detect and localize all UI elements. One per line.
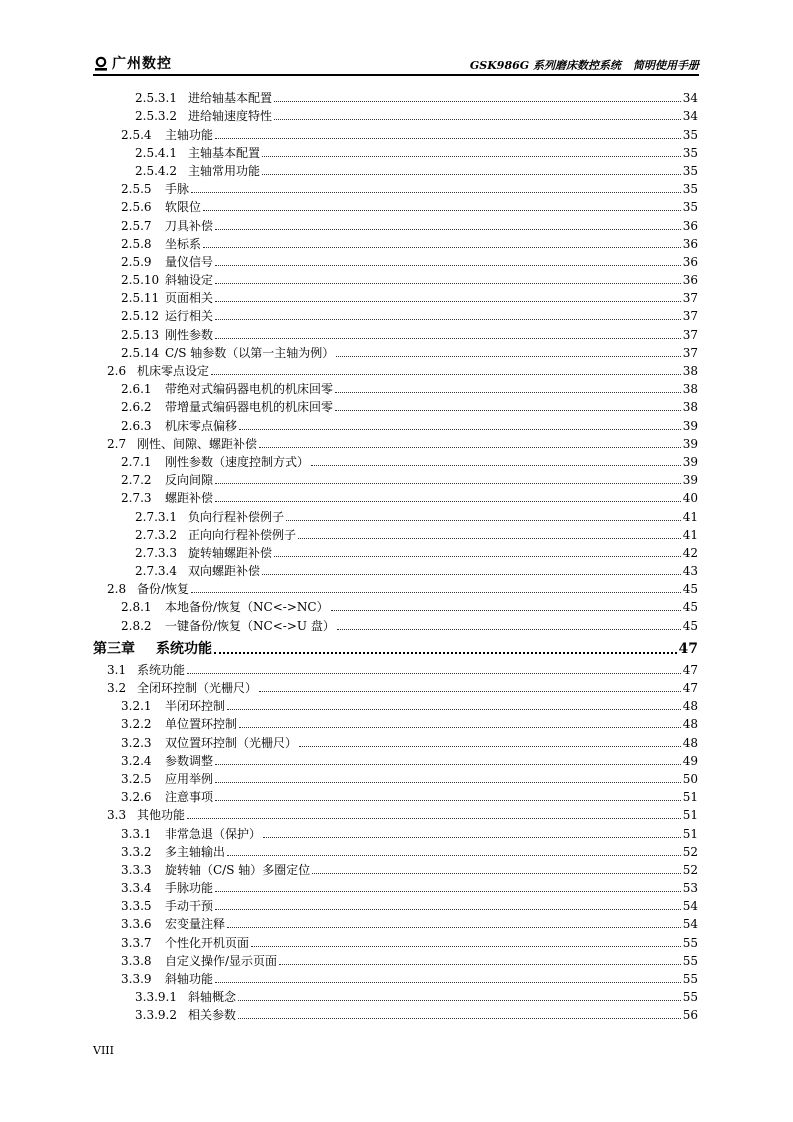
toc-entry-number: 3.3.1 <box>121 826 152 841</box>
toc-entry-page: 36 <box>682 236 698 251</box>
toc-dot-leader <box>274 556 681 557</box>
toc-dot-leader <box>227 855 681 856</box>
toc-entry-title: 参数调整 <box>165 753 214 768</box>
toc-dot-leader <box>187 673 681 674</box>
toc-dot-leader <box>274 101 681 102</box>
toc-entry-number: 2.5.4 <box>121 127 152 142</box>
toc-dot-leader <box>259 691 681 692</box>
toc-entry[interactable] <box>93 931 698 949</box>
toc-entry-title: 手脉功能 <box>165 881 214 896</box>
toc-entry-title: 主轴常用功能 <box>188 163 261 178</box>
toc-entry-title: 斜轴设定 <box>165 273 214 288</box>
toc-dot-leader <box>262 156 681 157</box>
toc-entry-number: 3.2.5 <box>121 771 152 786</box>
toc-dot-leader <box>215 982 681 983</box>
toc-entry[interactable] <box>93 822 698 840</box>
toc-entry[interactable] <box>93 433 698 451</box>
toc-entry-title: 坐标系 <box>165 236 202 251</box>
toc-entry-number: 第三章 <box>93 640 135 657</box>
toc-entry[interactable] <box>93 342 698 360</box>
table-of-contents <box>93 87 698 1022</box>
toc-entry-page: 35 <box>682 127 698 142</box>
toc-entry-number: 2.7.3.2 <box>135 527 177 542</box>
toc-entry-page: 55 <box>682 953 698 968</box>
toc-entry[interactable] <box>93 378 698 396</box>
toc-entry-number: 3.3.2 <box>121 844 152 859</box>
toc-dot-leader <box>187 818 681 819</box>
toc-dot-leader <box>262 574 681 575</box>
toc-entry-number: 2.7.3.4 <box>135 564 177 579</box>
toc-dot-leader <box>215 338 681 339</box>
toc-entry-number: 2.6.2 <box>121 400 152 415</box>
toc-dot-leader <box>286 520 681 521</box>
toc-entry[interactable] <box>93 578 698 596</box>
toc-dot-leader <box>215 501 681 502</box>
toc-entry-number: 3.1 <box>107 662 127 677</box>
toc-entry[interactable] <box>93 750 698 768</box>
toc-dot-leader <box>331 610 681 611</box>
toc-entry-title: 全闭环控制（光栅尺） <box>137 681 258 695</box>
toc-entry-number: 2.7.1 <box>121 454 152 469</box>
toc-entry-number: 3.2.3 <box>121 735 152 750</box>
toc-dot-leader <box>311 465 681 466</box>
toc-entry[interactable] <box>93 596 698 614</box>
toc-dot-leader <box>262 174 681 175</box>
toc-entry-number: 3.3.5 <box>121 899 152 914</box>
toc-entry-page: 48 <box>682 717 698 732</box>
toc-dot-leader <box>215 483 681 484</box>
toc-entry[interactable] <box>93 305 698 323</box>
toc-entry[interactable] <box>93 677 698 695</box>
toc-dot-leader <box>215 301 681 302</box>
toc-entry-page: 48 <box>682 735 698 750</box>
toc-entry[interactable] <box>93 142 698 160</box>
toc-entry-title: 宏变量注释 <box>165 917 226 932</box>
company-logo <box>93 56 172 72</box>
toc-entry-page: 45 <box>682 600 698 615</box>
toc-entry-page: 45 <box>682 618 698 633</box>
toc-entry-page: 34 <box>682 91 698 106</box>
toc-entry-number: 2.5.13 <box>121 327 160 342</box>
toc-dot-leader <box>337 629 681 630</box>
toc-entry[interactable] <box>93 323 698 341</box>
toc-entry-title: 双向螺距补偿 <box>188 564 261 579</box>
toc-entry-number: 3.2.2 <box>121 717 152 732</box>
toc-dot-leader <box>215 782 681 783</box>
toc-chapter-entry[interactable] <box>93 635 698 657</box>
toc-entry[interactable] <box>93 469 698 487</box>
toc-entry-title: 个性化开机页面 <box>165 935 250 950</box>
toc-dot-leader <box>211 374 681 375</box>
toc-entry-number: 3.3.6 <box>121 917 152 932</box>
toc-entry-title: 斜轴概念 <box>188 990 237 1005</box>
toc-entry-number: 2.5.7 <box>121 218 152 233</box>
toc-dot-leader <box>191 192 681 193</box>
toc-entry-number: 2.8 <box>107 582 127 597</box>
toc-entry-page: 37 <box>682 309 698 324</box>
page-header <box>93 54 699 76</box>
toc-entry-number: 2.5.4.2 <box>135 163 177 178</box>
toc-entry[interactable] <box>93 695 698 713</box>
toc-entry-number: 3.3.9.2 <box>135 1008 177 1023</box>
toc-dot-leader <box>335 392 681 393</box>
toc-entry-number: 2.5.12 <box>121 309 160 324</box>
toc-entry-page: 51 <box>682 826 698 841</box>
toc-entry-title: 应用举例 <box>165 771 214 786</box>
toc-entry-page: 37 <box>682 291 698 306</box>
toc-entry[interactable] <box>93 269 698 287</box>
toc-entry[interactable] <box>93 968 698 986</box>
toc-entry-title: 主轴功能 <box>165 127 214 142</box>
toc-entry-title: 刀具补偿 <box>165 218 214 233</box>
toc-entry-number: 3.3.9 <box>121 972 152 986</box>
toc-entry[interactable] <box>93 560 698 578</box>
toc-entry-title: 反向间隙 <box>165 473 214 488</box>
page-number: VIII <box>93 1044 114 1057</box>
toc-entry-number: 3.3.9.1 <box>135 990 177 1005</box>
toc-entry-title: 页面相关 <box>165 291 214 306</box>
toc-entry[interactable] <box>93 414 698 432</box>
toc-entry-title: 其他功能 <box>137 808 186 823</box>
toc-dot-leader <box>238 1000 681 1001</box>
toc-entry-number: 2.5.9 <box>121 254 152 269</box>
toc-entry-number: 3.3.7 <box>121 935 152 950</box>
toc-entry-number: 3.3.3 <box>121 862 152 877</box>
manual-title-type: 简明使用手册 <box>633 59 699 72</box>
toc-dot-leader <box>215 891 681 892</box>
toc-entry-page: 48 <box>682 699 698 714</box>
toc-entry[interactable] <box>93 731 698 749</box>
toc-entry-title: 自定义操作/显示页面 <box>165 953 278 968</box>
toc-entry-page: 36 <box>682 254 698 269</box>
toc-entry-number: 2.5.11 <box>121 291 160 306</box>
toc-entry-title: 多主轴输出 <box>165 844 226 859</box>
toc-entry-title: 双位置环控制（光栅尺） <box>165 735 298 750</box>
toc-entry-number: 2.6.1 <box>121 382 152 397</box>
toc-entry-title: 单位置环控制 <box>165 717 238 732</box>
toc-entry[interactable] <box>93 451 698 469</box>
toc-entry-number: 2.5.14 <box>121 345 160 360</box>
toc-entry-page: 35 <box>682 145 698 160</box>
toc-entry[interactable] <box>93 214 698 232</box>
toc-entry-page: 47 <box>682 681 698 695</box>
toc-entry-number: 2.7 <box>107 436 127 451</box>
toc-entry-title: 手动干预 <box>165 899 214 914</box>
toc-entry[interactable] <box>93 950 698 968</box>
toc-entry-title: 备份/恢复 <box>137 582 190 597</box>
toc-entry[interactable] <box>93 614 698 632</box>
toc-entry-number: 3.2 <box>107 681 127 695</box>
toc-dot-leader <box>227 927 681 928</box>
toc-entry-page: 35 <box>682 163 698 178</box>
toc-entry-title: 斜轴功能 <box>165 972 214 986</box>
toc-entry-number: 3.2.6 <box>121 790 152 805</box>
toc-entry[interactable] <box>93 233 698 251</box>
toc-entry-page: 41 <box>682 527 698 542</box>
toc-entry-page: 37 <box>682 345 698 360</box>
toc-dot-leader <box>215 909 681 910</box>
toc-entry-page: 45 <box>682 582 698 597</box>
toc-dot-leader <box>274 119 681 120</box>
toc-entry-title: 带增量式编码器电机的机床回零 <box>165 400 334 415</box>
toc-entry-title: 手脉 <box>165 182 190 197</box>
toc-entry-title: 正向向行程补偿例子 <box>188 527 297 542</box>
toc-entry[interactable] <box>93 196 698 214</box>
toc-dot-leader <box>263 837 681 838</box>
toc-dot-leader <box>227 709 681 710</box>
toc-entry-title: 刚性参数 <box>165 327 214 342</box>
toc-entry-page: 38 <box>682 400 698 415</box>
toc-entry-title: 半闭环控制 <box>165 699 226 714</box>
page-footer <box>93 1044 114 1057</box>
toc-entry-title: 软限位 <box>165 200 202 215</box>
toc-entry-page: 47 <box>678 640 698 657</box>
toc-entry[interactable] <box>93 1004 698 1022</box>
toc-entry-number: 2.8.2 <box>121 618 152 633</box>
toc-entry-title: 螺距补偿 <box>165 491 214 506</box>
toc-dot-leader <box>215 800 681 801</box>
toc-entry-number: 2.5.5 <box>121 182 152 197</box>
toc-entry-page: 51 <box>682 808 698 823</box>
toc-entry-page: 54 <box>682 899 698 914</box>
toc-dot-leader <box>239 727 681 728</box>
toc-entry-number: 2.5.8 <box>121 236 152 251</box>
toc-entry-page: 52 <box>682 862 698 877</box>
toc-entry-title: 系统功能 <box>137 662 186 677</box>
toc-entry-page: 35 <box>682 182 698 197</box>
toc-entry-number: 2.5.10 <box>121 273 160 288</box>
toc-entry-page: 39 <box>682 473 698 488</box>
toc-dot-leader <box>215 319 681 320</box>
toc-entry-page: 38 <box>682 382 698 397</box>
toc-entry-page: 51 <box>682 790 698 805</box>
toc-entry-number: 2.6 <box>107 364 127 378</box>
toc-entry-number: 2.7.3 <box>121 491 152 506</box>
toc-entry-page: 55 <box>682 990 698 1005</box>
toc-entry-number: 2.7.3.3 <box>135 545 177 560</box>
toc-entry-title: 量仪信号 <box>165 254 214 269</box>
toc-entry[interactable] <box>93 396 698 414</box>
toc-dot-leader <box>298 538 681 539</box>
toc-entry[interactable] <box>93 542 698 560</box>
toc-entry[interactable] <box>93 913 698 931</box>
toc-entry[interactable] <box>93 160 698 178</box>
toc-entry[interactable] <box>93 859 698 877</box>
toc-entry[interactable] <box>93 87 698 105</box>
toc-entry-page: 55 <box>682 972 698 986</box>
toc-entry-page: 42 <box>682 545 698 560</box>
toc-entry[interactable] <box>93 841 698 859</box>
toc-entry-title: 相关参数 <box>188 1008 237 1023</box>
gsk-logo-icon <box>93 56 109 72</box>
toc-entry[interactable] <box>93 895 698 913</box>
toc-entry-title: 机床零点设定 <box>137 364 210 378</box>
toc-dot-leader <box>299 746 681 747</box>
toc-dot-leader <box>312 873 680 874</box>
toc-entry-title: 进给轴基本配置 <box>188 91 273 106</box>
manual-title <box>470 57 699 73</box>
toc-entry-page: 50 <box>682 771 698 786</box>
toc-entry-title: 刚性、间隙、螺距补偿 <box>137 436 258 451</box>
toc-entry[interactable] <box>93 877 698 895</box>
toc-dot-leader <box>215 764 681 765</box>
toc-entry-page: 47 <box>682 662 698 677</box>
toc-entry-title: 负向行程补偿例子 <box>188 509 285 524</box>
toc-entry-page: 37 <box>682 327 698 342</box>
toc-dot-leader <box>335 410 681 411</box>
toc-entry-title: 注意事项 <box>165 790 214 805</box>
toc-entry-page: 54 <box>682 917 698 932</box>
toc-entry-number: 2.8.1 <box>121 600 152 615</box>
toc-entry-page: 52 <box>682 844 698 859</box>
toc-entry-number: 2.5.6 <box>121 200 152 215</box>
toc-entry[interactable] <box>93 768 698 786</box>
toc-dot-leader <box>336 356 680 357</box>
toc-entry-title: 带绝对式编码器电机的机床回零 <box>165 382 334 397</box>
manual-title-series: GSK986G 系列磨床数控系统 <box>469 59 621 72</box>
toc-entry-page: 34 <box>682 109 698 124</box>
toc-entry[interactable] <box>93 786 698 804</box>
toc-entry[interactable] <box>93 804 698 822</box>
toc-entry-number: 2.7.3.1 <box>135 509 177 524</box>
toc-entry-page: 36 <box>682 218 698 233</box>
toc-entry-page: 49 <box>682 753 698 768</box>
toc-dot-leader <box>251 946 681 947</box>
toc-entry[interactable] <box>93 178 698 196</box>
toc-entry-page: 56 <box>682 1008 698 1023</box>
toc-entry-number: 3.2.1 <box>121 699 152 714</box>
toc-entry-number: 3.3 <box>107 808 127 823</box>
toc-dot-leader <box>259 447 681 448</box>
toc-entry-title: 旋转轴（C/S 轴）多圈定位 <box>165 862 311 877</box>
toc-entry-title: 旋转轴螺距补偿 <box>188 545 273 560</box>
toc-dot-leader <box>214 652 677 654</box>
toc-dot-leader <box>215 229 681 230</box>
toc-entry-title: 一键备份/恢复（NC<->U 盘） <box>165 618 335 633</box>
toc-entry[interactable] <box>93 360 698 378</box>
toc-entry-title: 系统功能 <box>156 640 212 657</box>
toc-entry-number: 3.2.4 <box>121 753 152 768</box>
toc-entry[interactable] <box>93 505 698 523</box>
toc-dot-leader <box>191 592 681 593</box>
toc-entry[interactable] <box>93 524 698 542</box>
toc-entry-number: 3.3.4 <box>121 881 152 896</box>
toc-entry-page: 35 <box>682 200 698 215</box>
toc-entry-page: 36 <box>682 273 698 288</box>
toc-entry[interactable] <box>93 123 698 141</box>
toc-entry[interactable] <box>93 287 698 305</box>
toc-entry[interactable] <box>93 713 698 731</box>
logo-text: 广州数控 <box>112 56 172 72</box>
toc-entry-page: 53 <box>682 881 698 896</box>
toc-entry-title: 运行相关 <box>165 309 214 324</box>
toc-dot-leader <box>203 247 681 248</box>
toc-entry-number: 2.6.3 <box>121 418 152 433</box>
toc-entry-page: 41 <box>682 509 698 524</box>
toc-dot-leader <box>238 1018 681 1019</box>
toc-entry[interactable] <box>93 986 698 1004</box>
toc-entry[interactable] <box>93 251 698 269</box>
toc-entry-page: 55 <box>682 935 698 950</box>
toc-entry[interactable] <box>93 487 698 505</box>
toc-entry-page: 39 <box>682 436 698 451</box>
toc-entry-number: 2.5.3.1 <box>135 91 177 106</box>
toc-entry-title: 机床零点偏移 <box>165 418 238 433</box>
toc-entry-title: C/S 轴参数（以第一主轴为例） <box>165 345 335 360</box>
toc-dot-leader <box>215 138 681 139</box>
toc-entry-number: 3.3.8 <box>121 953 152 968</box>
toc-dot-leader <box>203 210 681 211</box>
toc-dot-leader <box>239 429 681 430</box>
toc-entry-number: 2.7.2 <box>121 473 152 488</box>
toc-dot-leader <box>279 964 681 965</box>
toc-entry-page: 43 <box>682 564 698 579</box>
toc-entry-page: 40 <box>682 491 698 506</box>
toc-entry-title: 非常急退（保护） <box>165 826 262 841</box>
toc-entry-number: 2.5.3.2 <box>135 109 177 124</box>
toc-entry-number: 2.5.4.1 <box>135 145 177 160</box>
toc-entry-page: 38 <box>682 364 698 378</box>
toc-entry[interactable] <box>93 105 698 123</box>
toc-entry-page: 39 <box>682 454 698 469</box>
toc-entry-page: 39 <box>682 418 698 433</box>
toc-entry-title: 本地备份/恢复（NC<->NC） <box>165 600 329 615</box>
toc-dot-leader <box>215 283 681 284</box>
toc-entry-title: 主轴基本配置 <box>188 145 261 160</box>
toc-entry-title: 进给轴速度特性 <box>188 109 273 124</box>
toc-entry[interactable] <box>93 659 698 677</box>
toc-dot-leader <box>215 265 681 266</box>
toc-entry-title: 刚性参数（速度控制方式） <box>165 454 310 469</box>
